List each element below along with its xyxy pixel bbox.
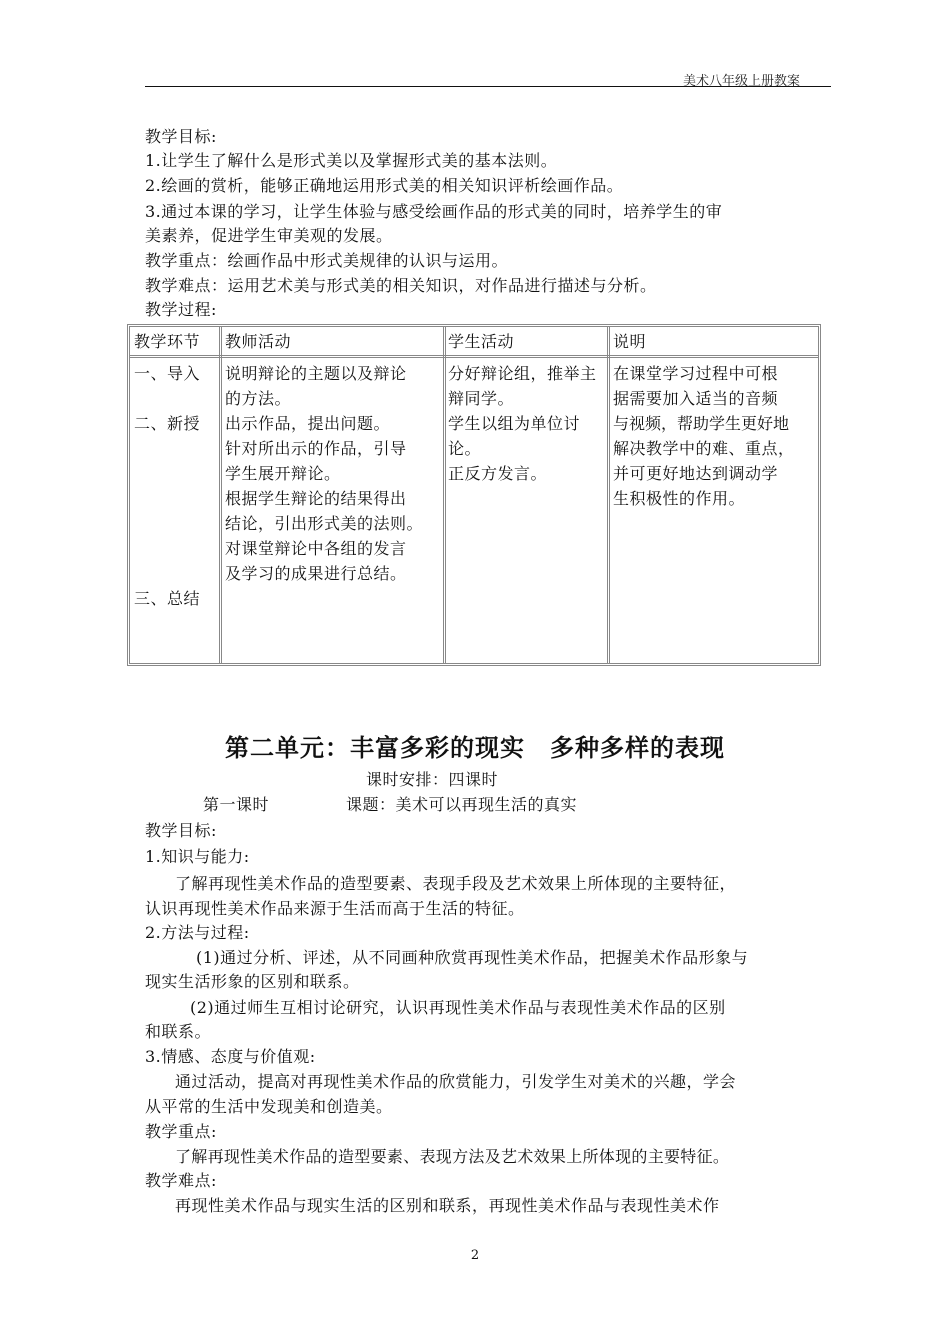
goal-2: 2.绘画的赏析，能够正确地运用形式美的相关知识评析绘画作品。 [145,176,624,195]
table-divider-1 [219,327,222,663]
key-text: 了解再现性美术作品的造型要素、表现方法及艺术效果上所体现的主要特征。 [175,1147,730,1166]
lesson-topic: 课题：美术可以再现生活的真实 [346,795,578,814]
teacher-line: 对课堂辩论中各组的发言 [225,539,407,558]
note-line: 生积极性的作用。 [613,489,746,508]
step-intro: 一、导入 [134,364,201,383]
goal-1: 1.让学生了解什么是形式美以及掌握形式美的基本法则。 [145,151,558,170]
method-1-line-1: (1)通过分析、评述，从不同画种欣赏再现性美术作品，把握美术作品形象与 [196,948,749,967]
method-1-line-2: 现实生活形象的区别和联系。 [145,972,360,991]
teacher-line: 出示作品，提出问题。 [225,414,391,433]
knowledge-line-1: 了解再现性美术作品的造型要素、表现手段及艺术效果上所体现的主要特征， [175,874,737,893]
teacher-line: 学生展开辩论。 [225,464,341,483]
step-new: 二、新授 [134,414,201,433]
teacher-line: 的方法。 [225,389,292,408]
student-line: 分好辩论组，推举主 [448,364,597,383]
student-line: 学生以组为单位讨 [448,414,581,433]
goal-3-line-2: 美素养，促进学生审美观的发展。 [145,226,393,245]
difficulty: 教学难点：运用艺术美与形式美的相关知识，对作品进行描述与分析。 [145,276,657,295]
table-header-note: 说明 [613,332,647,351]
student-line: 论。 [448,439,482,458]
note-line: 与视频，帮助学生更好地 [613,414,790,433]
note-line: 解决教学中的难、重点， [613,439,795,458]
knowledge-line-2: 认识再现性美术作品来源于生活而高于生活的特征。 [145,899,525,918]
method-2-line-2: 和联系。 [145,1022,212,1041]
table-header-stage: 教学环节 [134,332,201,351]
emotion-line-2: 从平常的生活中发现美和创造美。 [145,1097,393,1116]
difficulty-heading: 教学难点: [145,1171,217,1190]
goal-3-line-1: 3.通过本课的学习，让学生体验与感受绘画作品的形式美的同时，培养学生的审 [145,202,723,221]
note-line: 在课堂学习过程中可根 [613,364,779,383]
difficulty-text: 再现性美术作品与现实生活的区别和联系，再现性美术作品与表现性美术作 [175,1196,720,1215]
emotion-line-1: 通过活动，提高对再现性美术作品的欣赏能力，引发学生对美术的兴趣，学会 [175,1072,737,1091]
note-line: 并可更好地达到调动学 [613,464,779,483]
header-rule [145,86,831,87]
teacher-line: 说明辩论的主题以及辩论 [225,364,407,383]
goals-heading: 教学目标: [145,127,217,146]
page-number: 2 [470,1248,480,1263]
step-summary: 三、总结 [134,589,201,608]
knowledge-heading: 1.知识与能力: [145,847,250,866]
unit-title: 第二单元：丰富多彩的现实 多种多样的表现 [225,734,725,762]
page-header-title: 美术八年级上册教案 [682,74,800,89]
student-line: 辩同学。 [448,389,515,408]
teacher-line: 及学习的成果进行总结。 [225,564,407,583]
process-table [127,324,821,666]
teacher-line: 针对所出示的作品，引导 [225,439,407,458]
key-heading: 教学重点: [145,1122,217,1141]
emotion-heading: 3.情感、态度与价值观: [145,1047,316,1066]
teacher-line: 根据学生辩论的结果得出 [225,489,407,508]
note-line: 据需要加入适当的音频 [613,389,779,408]
table-header-rule [130,355,818,358]
key-point: 教学重点：绘画作品中形式美规律的认识与运用。 [145,251,509,270]
table-divider-3 [607,327,610,663]
lesson-label: 第一课时 [203,795,270,814]
method-heading: 2.方法与过程: [145,923,250,942]
table-divider-2 [443,327,446,663]
teacher-line: 结论，引出形式美的法则。 [225,514,424,533]
process-heading: 教学过程: [145,300,217,319]
goals-heading-2: 教学目标: [145,821,217,840]
schedule: 课时安排：四课时 [366,770,499,789]
method-2-line-1: (2)通过师生互相讨论研究，认识再现性美术作品与表现性美术作品的区别 [190,998,726,1017]
student-line: 正反方发言。 [448,464,548,483]
table-header-teacher: 教师活动 [225,332,292,351]
table-header-student: 学生活动 [448,332,515,351]
